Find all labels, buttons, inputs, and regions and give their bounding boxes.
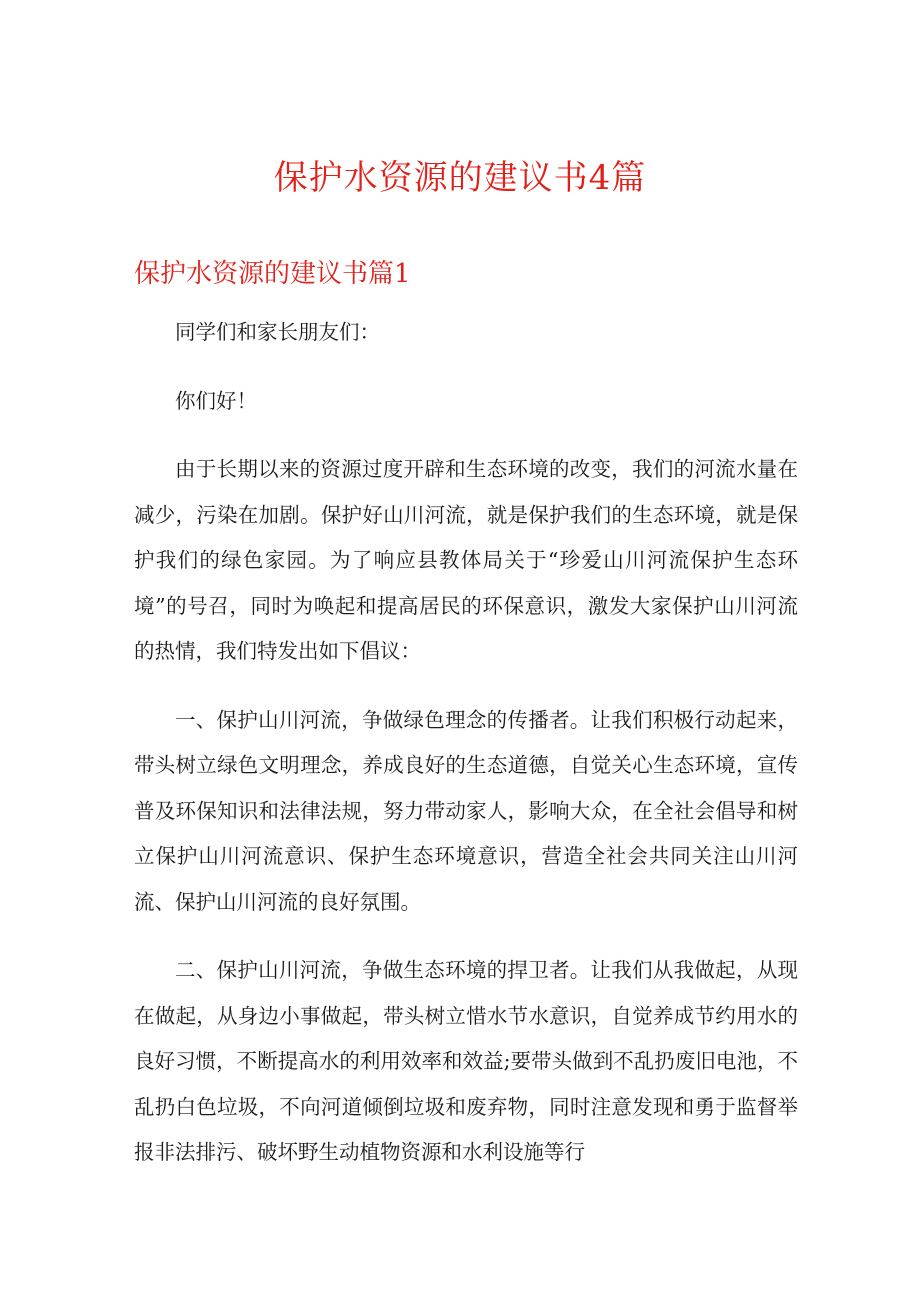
salutation-paragraph: 同学们和家长朋友们： — [175, 320, 380, 344]
section-heading: 保护水资源的建议书篇1 — [134, 259, 411, 289]
document-body — [134, 310, 798, 1199]
proposal-two-paragraph: 二、保护山川河流，争做生态环境的捍卫者。让我们从我做起，从现在做起，从身边小事做起，带头树立惜水节水意识，自觉养成节约用水的良好习惯，不断提高水的利用效率和效益;要带头做到不乱扔废旧电池，不乱扔白色垃圾，不向河道倾倒垃圾和废弃物，同时注意发现和勇于监督举报非法排污、破坏野生动植物资源和水利设施等行 — [134, 958, 798, 1164]
document-title: 保护水资源的建议书4篇 — [273, 158, 647, 198]
proposal-one-paragraph: 一、保护山川河流，争做绿色理念的传播者。让我们积极行动起来，带头树立绿色文明理念，养成良好的生态道德，自觉关心生态环境，宣传普及环保知识和法律法规，努力带动家人，影响大众，在全社会倡导和树立保护山川河流意识、保护生态环境意识，营造全社会共同关注山川河流、保护山川河流的良好氛围。 — [134, 707, 798, 914]
intro-paragraph: 由于长期以来的资源过度开辟和生态环境的改变，我们的河流水量在减少，污染在加剧。保护好山川河流，就是保护我们的生态环境，就是保护我们的绿色家园。为了响应县教体局关于“珍爱山川河流保护生态环境”的号召，同时为唤起和提高居民的环保意识，激发大家保护山川河流的热情，我们特发出如下倡议： — [134, 457, 798, 663]
greeting-paragraph: 你们好！ — [175, 388, 257, 413]
